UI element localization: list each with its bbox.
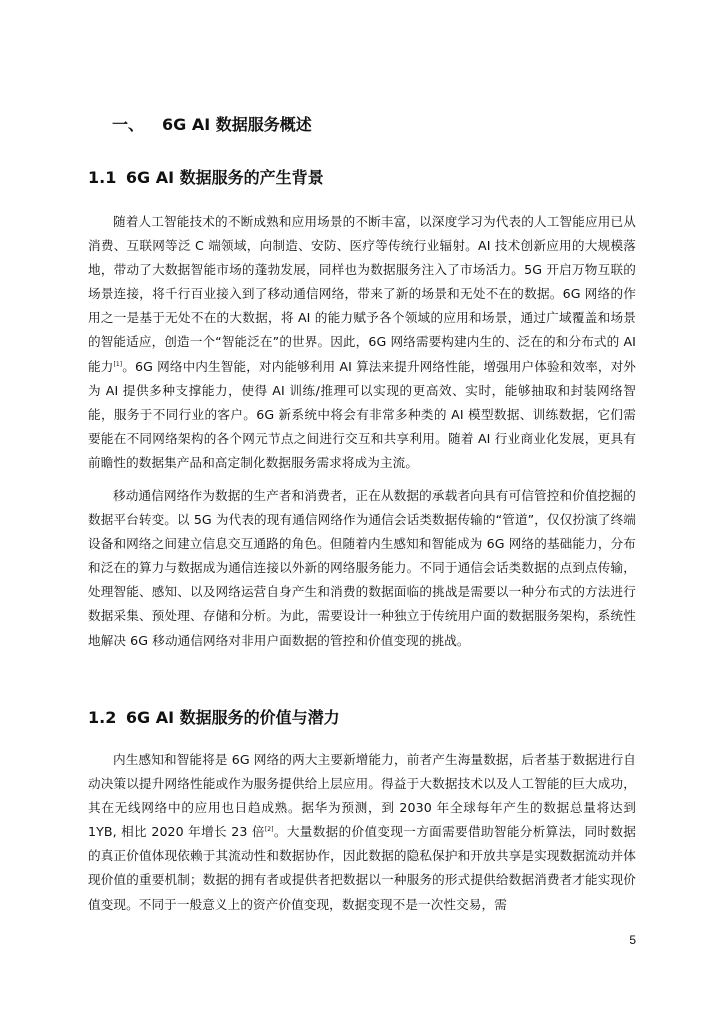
section-heading-1	[112, 113, 312, 137]
subsection-heading-1-2	[88, 706, 340, 730]
subsection-title: 6G AI 数据服务的产生背景	[125, 168, 324, 187]
paragraph-background-2: 移动通信网络作为数据的生产者和消费者，正在从数据的承载者向具有可信管控和价值挖掘的数据平台转变。以 5G 为代表的现有通信网络作为通信会话类数据传输的“管道”，仅仅扮演了终端设备和网络之间建立信息交互通路的角色。但随着内生感知和智能成为 6G 网络的基础能力，分布和泛在的算力与数据成为通信连接以外新的网络服务能力。不同于通信会话类数据的点到点传输，处理智能、感知、以及网络运营自身产生和消费的数据面临的挑战是需要以一种分布式的方法进行数据采集、预处理、存储和分析。为此，需要设计一种独立于传统用户面的数据服务架构，系统性地解决 6G 移动通信网络对非用户面数据的管控和价值变现的挑战。	[88, 488, 636, 648]
subsection-title: 6G AI 数据服务的价值与潜力	[125, 708, 340, 727]
paragraph-background-1: 随着人工智能技术的不断成熟和应用场景的不断丰富，以深度学习为代表的人工智能应用已从消费、互联网等泛 C 端领域，向制造、安防、医疗等传统行业辐射。AI 技术创新应用的大规模落地，带动了大数据智能市场的蓬勃发展，同样也为数据服务注入了市场活力。5G 开启万物互联的场景连接，将千行百业接入到了移动通信网络，带来了新的场景和无处不在的数据。6G 网络的作用之一是基于无处不在的大数据，将 AI 的能力赋予各个领域的应用和场景，通过广域覆盖和场景的智能适应，创造一个“智能泛在”的世界。因此，6G 网络需要构建内生的、泛在的和分布式的 AI 能力[1]。6G 网络中内生智能，对内能够利用 AI 算法来提升网络性能，增强用户体验和效率，对外为 AI 提供多种支撑能力，使得 AI 训练/推理可以实现的更高效、实时，能够抽取和封装网络智能，服务于不同行业的客户。6G 新系统中将会有非常多种类的 AI 模型数据、训练数据，它们需要能在不同网络架构的各个网元节点之间进行交互和共享利用。随着 AI 行业商业化发展，更具有前瞻性的数据集产品和高定制化数据服务需求将成为主流。	[88, 214, 636, 470]
page-number: 5	[629, 933, 636, 947]
section-number: 一、	[112, 115, 145, 134]
subsection-number: 1.2	[88, 708, 117, 727]
section-title: 6G AI 数据服务概述	[162, 115, 312, 134]
subsection-heading-1-1	[88, 166, 324, 190]
subsection-number: 1.1	[88, 168, 117, 187]
citation-1: [1]	[113, 360, 123, 368]
paragraph-value-1: 内生感知和智能将是 6G 网络的两大主要新增能力，前者产生海量数据，后者基于数据进行自动决策以提升网络性能或作为服务提供给上层应用。得益于大数据技术以及人工智能的巨大成功，其在无线网络中的应用也日趋成熟。据华为预测，到 2030 年全球每年产生的数据总量将达到 1YB, 相比 2020 年增长 23 倍[2]。大量数据的价值变现一方面需要借助智能分析算法，同时数据的真正价值体现依赖于其流动性和数据协作，因此数据的隐私保护和开放共享是实现数据流动并体现价值的重要机制；数据的拥有者或提供者把数据以一种服务的形式提供给数据消费者才能实现价值变现。不同于一般意义上的资产价值变现，数据变现不是一次性交易，需	[88, 752, 636, 912]
citation-2: [2]	[264, 826, 274, 834]
